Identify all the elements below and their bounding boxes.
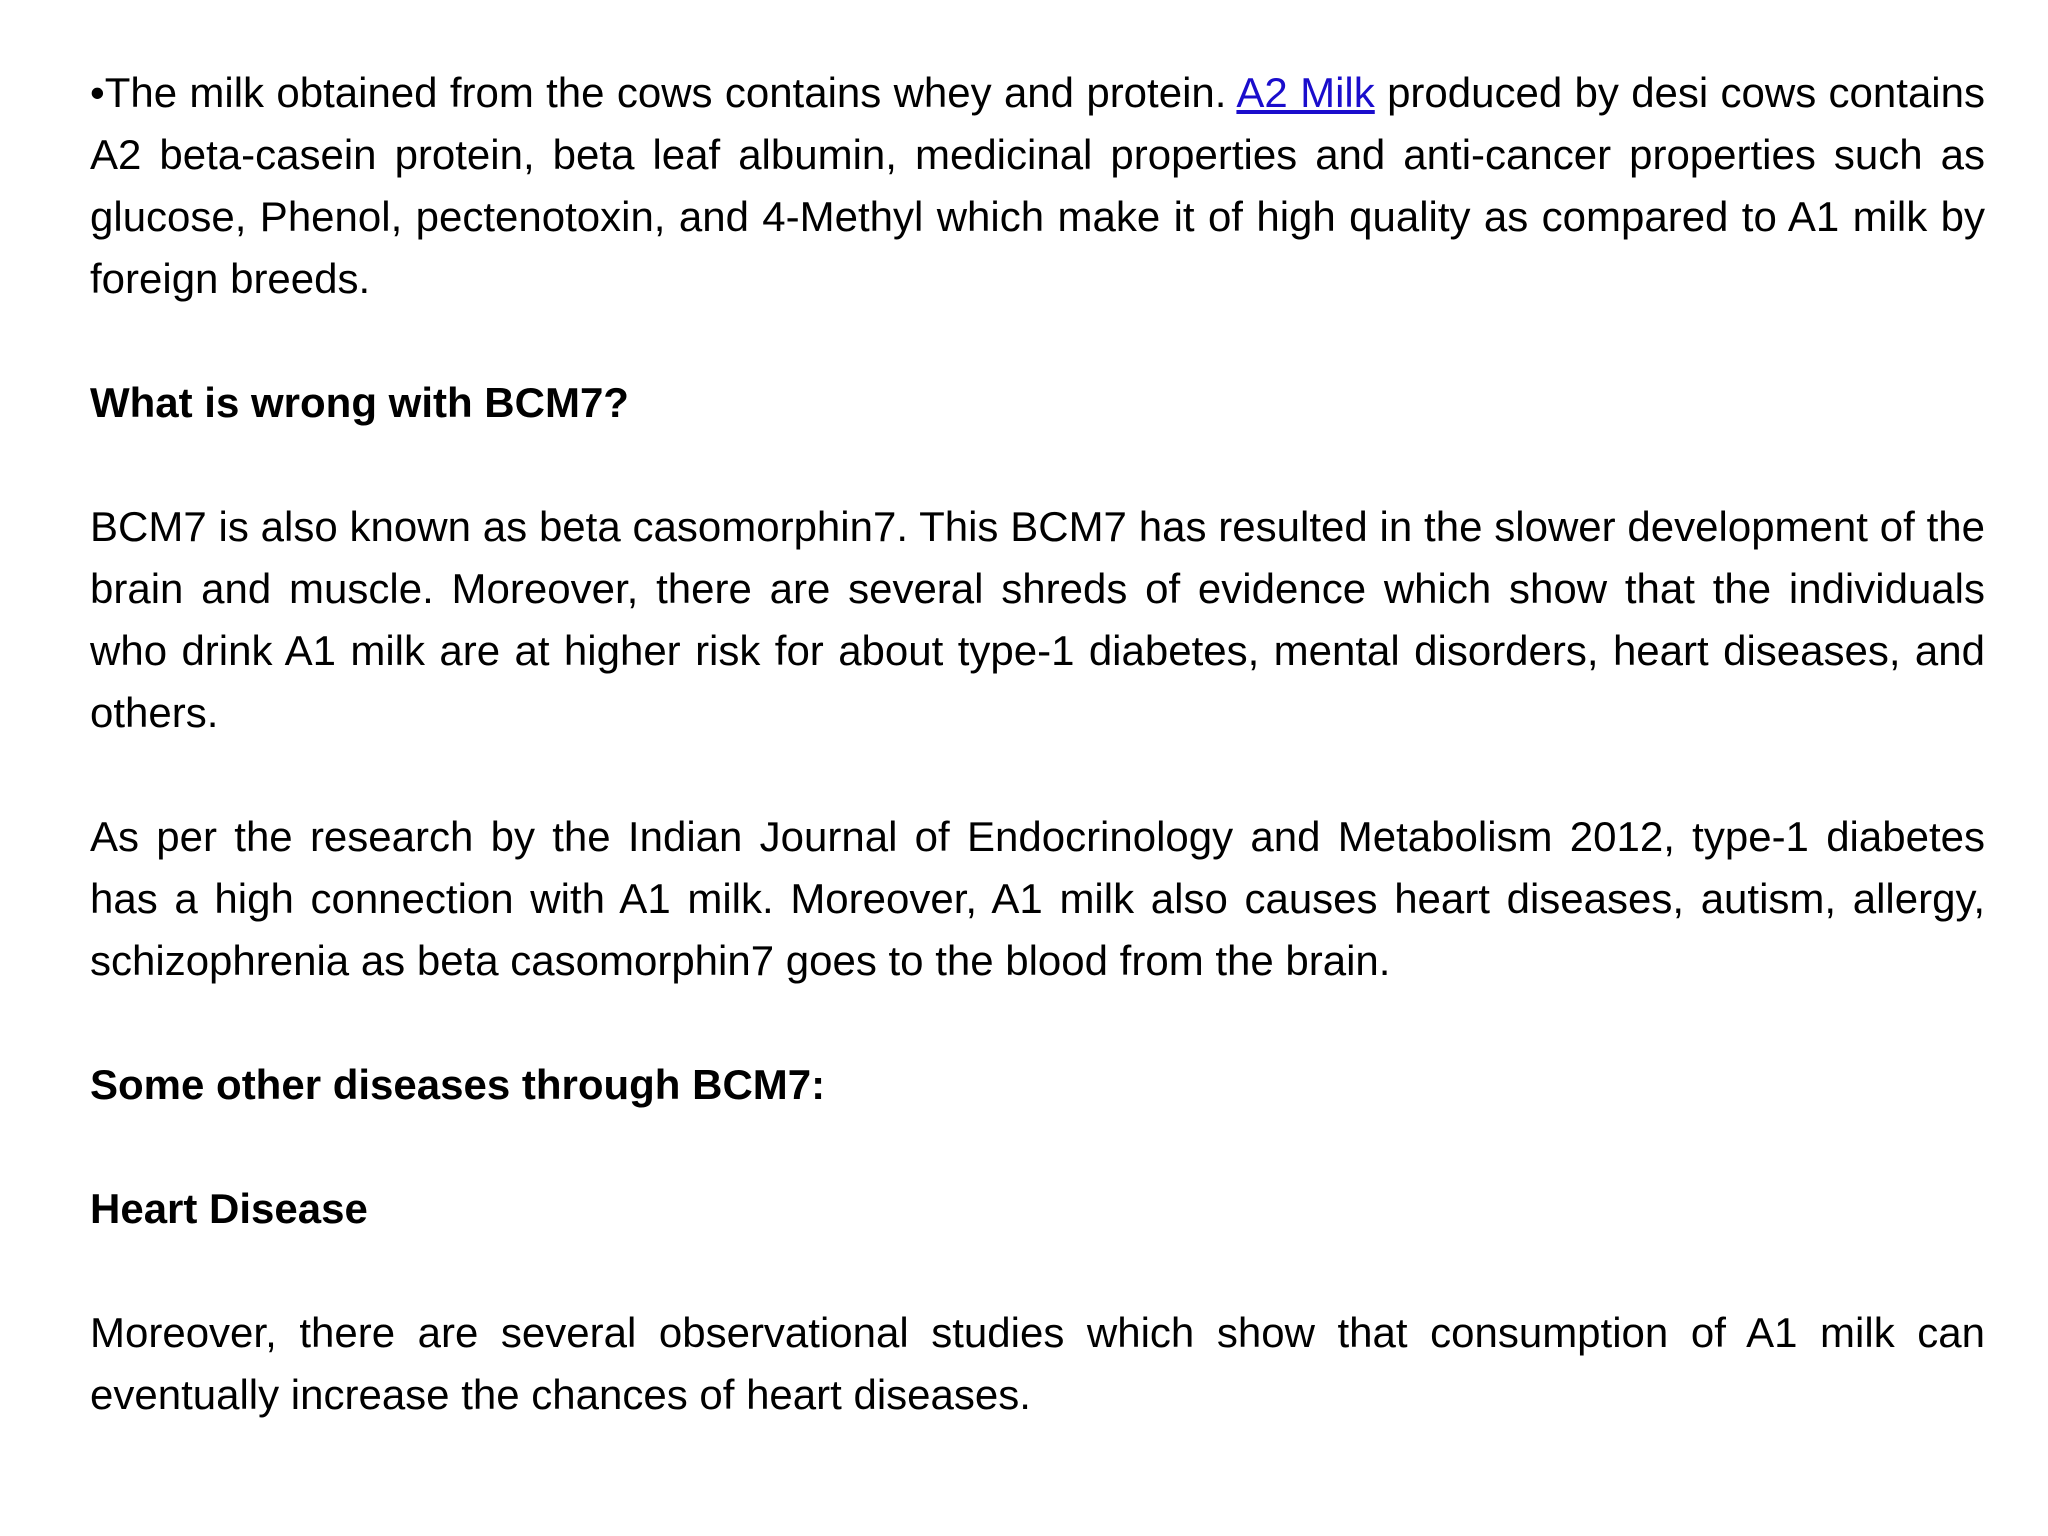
a2-milk-link[interactable]: A2 Milk <box>1236 69 1375 116</box>
heading-heart-disease: Heart Disease <box>90 1185 368 1232</box>
bcm7-paragraph: BCM7 is also known as beta casomorphin7. This BCM7 has resulted in the slower development of the brain and muscle. Moreover, there are several shreds of evidence which show that the individuals who drink A1 milk are at higher risk for about type-1 diabetes, mental disorders, heart diseases, and others. <box>90 503 1985 736</box>
heart-disease-paragraph: Moreover, there are several observational studies which show that consumption of A1 milk can eventually increase the chances of heart diseases. <box>90 1309 1985 1418</box>
intro-text-after-link: produced by desi cows contains A2 beta-casein protein, beta leaf albumin, medicinal properties and anti-cancer properties such as glucose, Phenol, pectenotoxin, and 4-Methyl which make it of high quality as compared to A1 milk by foreign breeds. <box>90 69 1985 302</box>
document-page <box>90 62 1985 1488</box>
heading-bcm7: What is wrong with BCM7? <box>90 379 629 426</box>
intro-paragraph <box>90 62 1985 310</box>
research-paragraph: As per the research by the Indian Journal of Endocrinology and Metabolism 2012, type-1 diabetes has a high connection with A1 milk. Moreover, A1 milk also causes heart diseases, autism, allergy, schizophrenia as beta casomorphin7 goes to the blood from the brain. <box>90 813 1985 984</box>
heading-other-diseases: Some other diseases through BCM7: <box>90 1061 826 1108</box>
bullet: • <box>90 69 105 116</box>
intro-text-before-link: The milk obtained from the cows contains whey and protein. <box>104 69 1237 116</box>
